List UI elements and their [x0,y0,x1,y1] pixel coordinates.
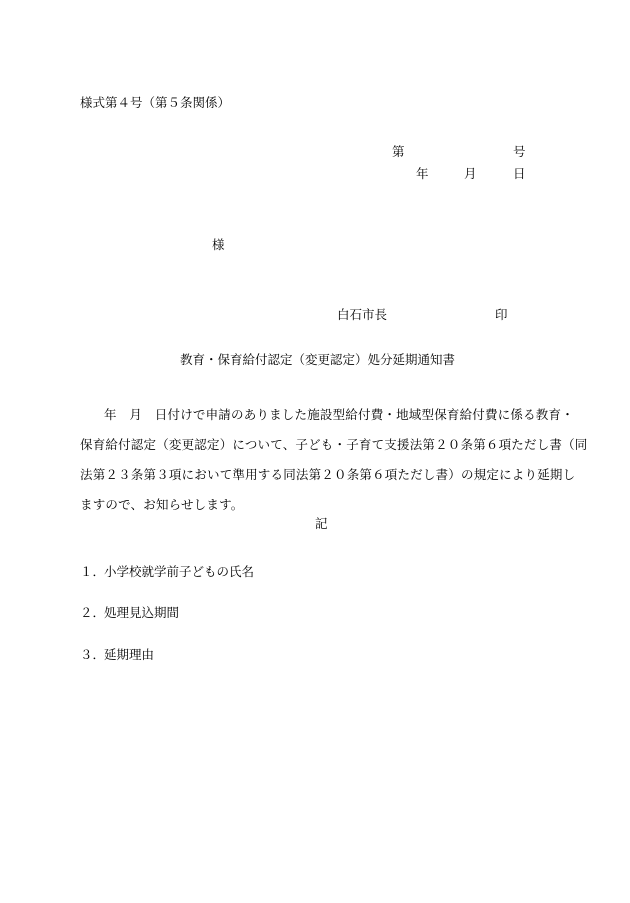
list-item [80,566,254,579]
ki-heading: 記 [315,516,328,531]
list-item-number: ３． [80,647,106,662]
date-day-label: 日 [513,166,526,181]
document-title: 教育・保育給付認定（変更認定）処分延期通知書 [180,352,456,367]
body-line: ますので、お知らせします。 [80,497,244,512]
issuer-name: 白石市長 [337,307,388,322]
list-item [80,607,179,620]
list-item-label: 小学校就学前子どもの氏名 [104,564,255,579]
date-month-label: 月 [464,166,477,181]
date-year-label: 年 [416,166,429,181]
document-number-suffix: 号 [513,144,526,159]
seal-label: 印 [495,307,508,322]
body-line: 年 月 日付けで申請のありました施設型給付費・地域型保育給付費に係る教育・ [104,407,574,422]
list-item-label: 延期理由 [104,647,155,662]
recipient-honorific: 様 [212,237,225,252]
body-line: 法第２３条第３項において準用する同法第２０条第６項ただし書）の規定により延期し [80,467,576,482]
list-item-number: ２． [80,605,106,620]
body-paragraph [80,400,588,520]
form-number: 様式第４号（第５条関係） [80,95,231,110]
list-item [80,649,154,662]
list-item-label: 処理見込期間 [104,605,180,620]
body-line: 保育給付認定（変更認定）について、子ども・子育て支援法第２０条第６項ただし書（同 [80,437,588,452]
list-item-number: １． [80,564,106,579]
document-number-prefix: 第 [392,144,405,159]
